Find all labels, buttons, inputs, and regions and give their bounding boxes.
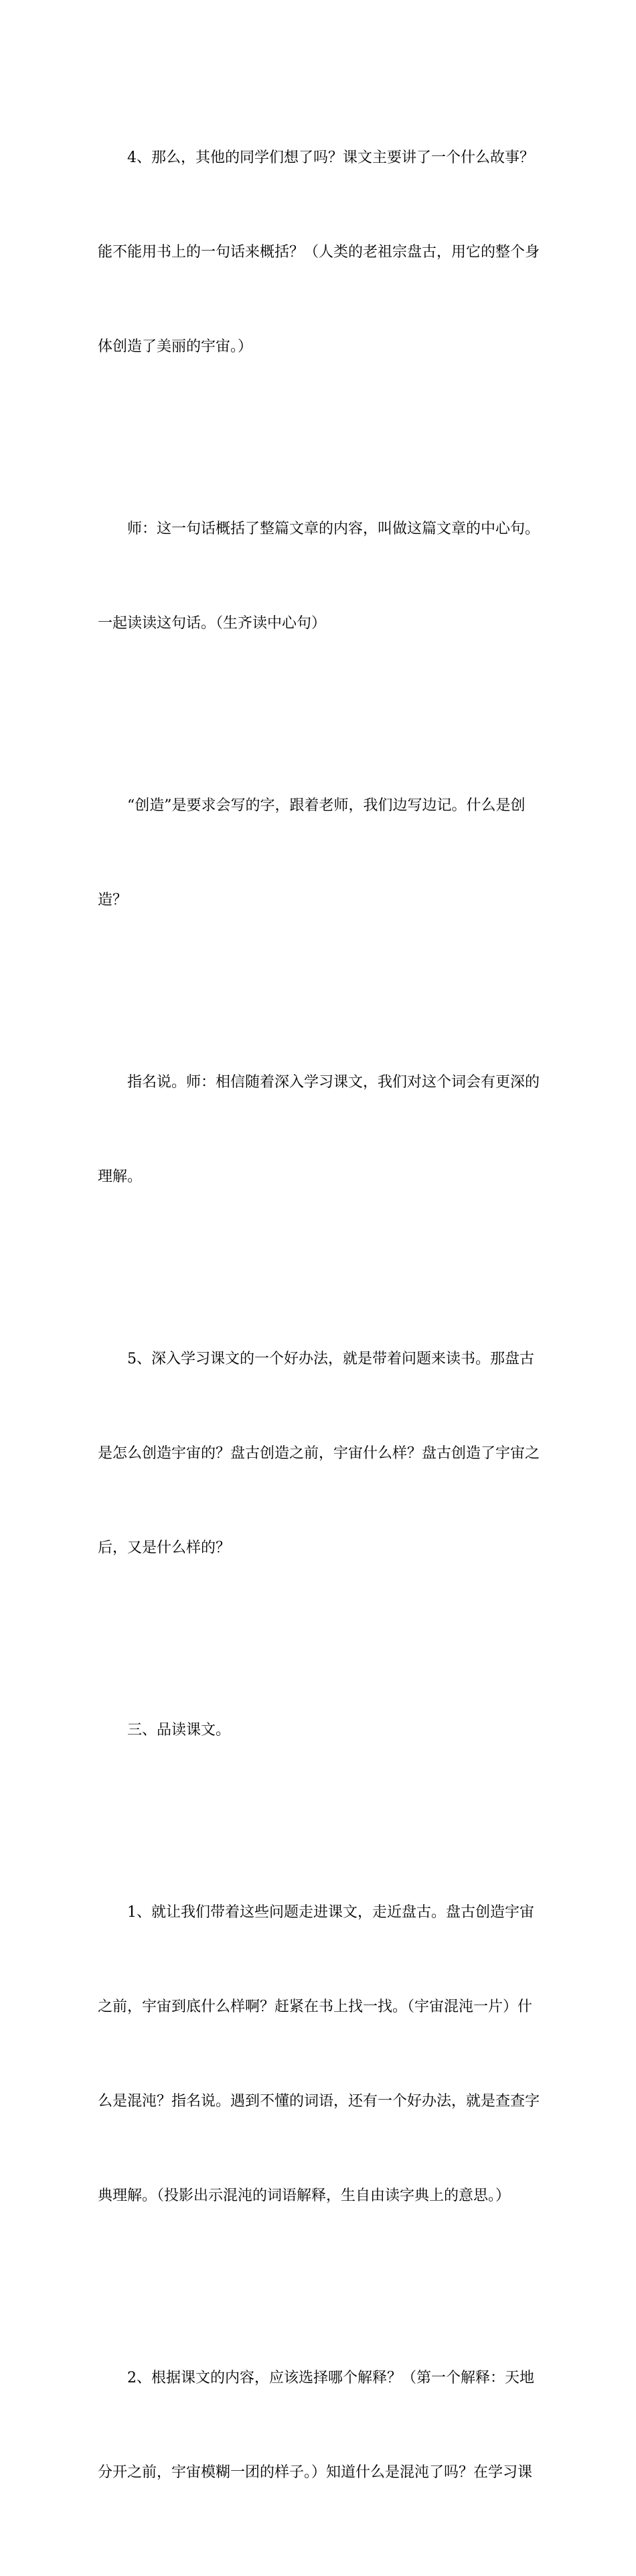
paragraph-line: 三、品读课文。 — [98, 1722, 231, 1739]
paragraph-2 — [98, 450, 544, 702]
paragraph-line: 一起读读这句话。（生齐读中心句） — [98, 615, 327, 632]
paragraph-line: “创造”是要求会写的字，跟着老师，我们边写边记。什么是创 — [98, 797, 526, 814]
paragraph-8 — [98, 2299, 544, 2551]
paragraph-line: 分开之前，宇宙模糊一团的样子。）知道什么是混沌了吗？在学习课 — [98, 2464, 533, 2481]
paragraph-3 — [98, 727, 544, 979]
paragraph-line: 体创造了美丽的宇宙。） — [98, 338, 253, 355]
paragraph-line: 之前，宇宙到底什么样啊？赶紧在书上找一找。（宇宙混沌一片）什 — [98, 1998, 533, 2015]
paragraph-line: 能不能用书上的一句话来概括？（人类的老祖宗盘古，用它的整个身 — [98, 244, 540, 261]
paragraph-line: 么是混沌？指名说。遇到不懂的词语，还有一个好办法，就是查查字 — [98, 2093, 540, 2110]
paragraph-7 — [98, 1834, 544, 2275]
paragraph-line: 后，又是什么样的？ — [98, 1540, 231, 1556]
section-heading — [98, 1651, 544, 1809]
paragraph-line: 师：这一句话概括了整篇文章的内容，叫做这篇文章的中心句。 — [98, 521, 540, 537]
paragraph-line: 理解。 — [98, 1168, 143, 1185]
paragraph-4 — [98, 1004, 544, 1256]
document-body — [98, 79, 544, 2576]
paragraph-5 — [98, 1280, 544, 1627]
paragraph-line: 典理解。（投影出示混沌的词语解释，生自由读字典上的意思。） — [98, 2187, 511, 2204]
paragraph-line: 造？ — [98, 892, 128, 908]
paragraph-1 — [98, 79, 544, 425]
paragraph-line: 1、就让我们带着这些问题走进课文，走近盘古。盘古创造宇宙 — [98, 1904, 534, 1921]
paragraph-line: 4、那么，其他的同学们想了吗？课文主要讲了一个什么故事？ — [98, 149, 534, 166]
paragraph-line: 是怎么创造宇宙的？盘古创造之前，宇宙什么样？盘古创造了宇宙之 — [98, 1445, 540, 1462]
paragraph-line: 指名说。师：相信随着深入学习课文，我们对这个词会有更深的 — [98, 1074, 540, 1091]
paragraph-line: 5、深入学习课文的一个好办法，就是带着问题来读书。那盘古 — [98, 1351, 534, 1367]
paragraph-line: 2、根据课文的内容，应该选择哪个解释？（第一个解释：天地 — [98, 2370, 534, 2386]
